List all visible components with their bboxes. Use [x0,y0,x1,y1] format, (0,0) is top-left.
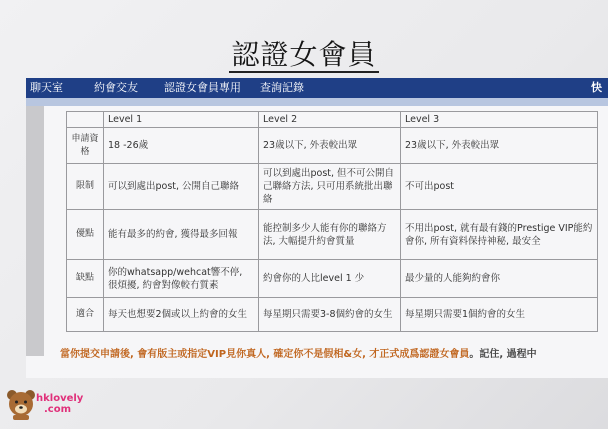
watermark-line-1: hklovely [36,393,84,404]
site-watermark [36,393,83,415]
table-cell: 最少量的人能夠約會你 [401,260,598,298]
screen-capture [26,78,608,378]
table-cell: 能控制多少人能有你的聯絡方法, 大幅提升約會質量 [259,210,401,260]
page-title-text: 認證女會員 [231,38,377,71]
table-header-level-2: Level 2 [259,112,401,128]
table-header-row [67,112,598,128]
notice-tail: 。記住, 過程中 [469,349,537,360]
table-cell: 每天也想要2個或以上約會的女生 [104,298,259,332]
bear-mascot-icon [6,388,36,420]
table-header-level-3: Level 3 [401,112,598,128]
table-header-level-1: Level 1 [104,112,259,128]
membership-level-table [66,111,598,332]
row-label: 缺點 [67,260,104,298]
table-row [67,128,598,164]
table-cell: 18 -26歲 [104,128,259,164]
table-cell: 你的whatsapp/wehcat響不停, 很煩擾, 約會對像較冇質素 [104,260,259,298]
nav-item-verified-female[interactable]: 認證女會員專用 [164,81,241,94]
table-cell: 23歲以下, 外表較出眾 [401,128,598,164]
table-cell: 能有最多的約會, 獲得最多回報 [104,210,259,260]
table-cell: 不用出post, 就有最有錢的Prestige VIP能約會你, 所有資料保持神秘, 最安全 [401,210,598,260]
application-notice [60,345,608,360]
table-cell: 可以到處出post, 公開自己聯絡 [104,164,259,210]
table-header-cell [67,112,104,128]
table-cell: 不可出post [401,164,598,210]
sub-navigation-bar [26,98,608,106]
notice-text: 當你提交申請後, 會有版主或指定VIP見你真人, 確定你不是假相&女, 才正式成爲認證女會員 [60,349,470,360]
table-row [67,164,598,210]
table-row [67,298,598,332]
row-label: 優點 [67,210,104,260]
top-navigation-bar [26,78,608,98]
row-label: 申請資格 [67,128,104,164]
row-label: 限制 [67,164,104,210]
table-row [67,260,598,298]
faded-background-text [28,58,188,72]
table-cell: 23歲以下, 外表較出眾 [259,128,401,164]
nav-item-chatroom[interactable]: 聊天室 [30,81,63,94]
nav-item-quick[interactable]: 快 [591,81,602,94]
table-cell: 約會你的人比level 1 少 [259,260,401,298]
table-cell: 每星期只需要1個約會的女生 [401,298,598,332]
table-row [67,210,598,260]
table-cell: 可以到處出post, 但不可公開自己聯絡方法, 只可用系統批出聯絡 [259,164,401,210]
nav-item-dating[interactable]: 約會交友 [94,81,138,94]
nav-item-records[interactable]: 查詢記錄 [260,81,304,94]
table-cell: 每星期只需要3-8個約會的女生 [259,298,401,332]
watermark-line-2: .com [44,404,72,415]
row-label: 適合 [67,298,104,332]
left-sidebar-strip [26,106,44,356]
